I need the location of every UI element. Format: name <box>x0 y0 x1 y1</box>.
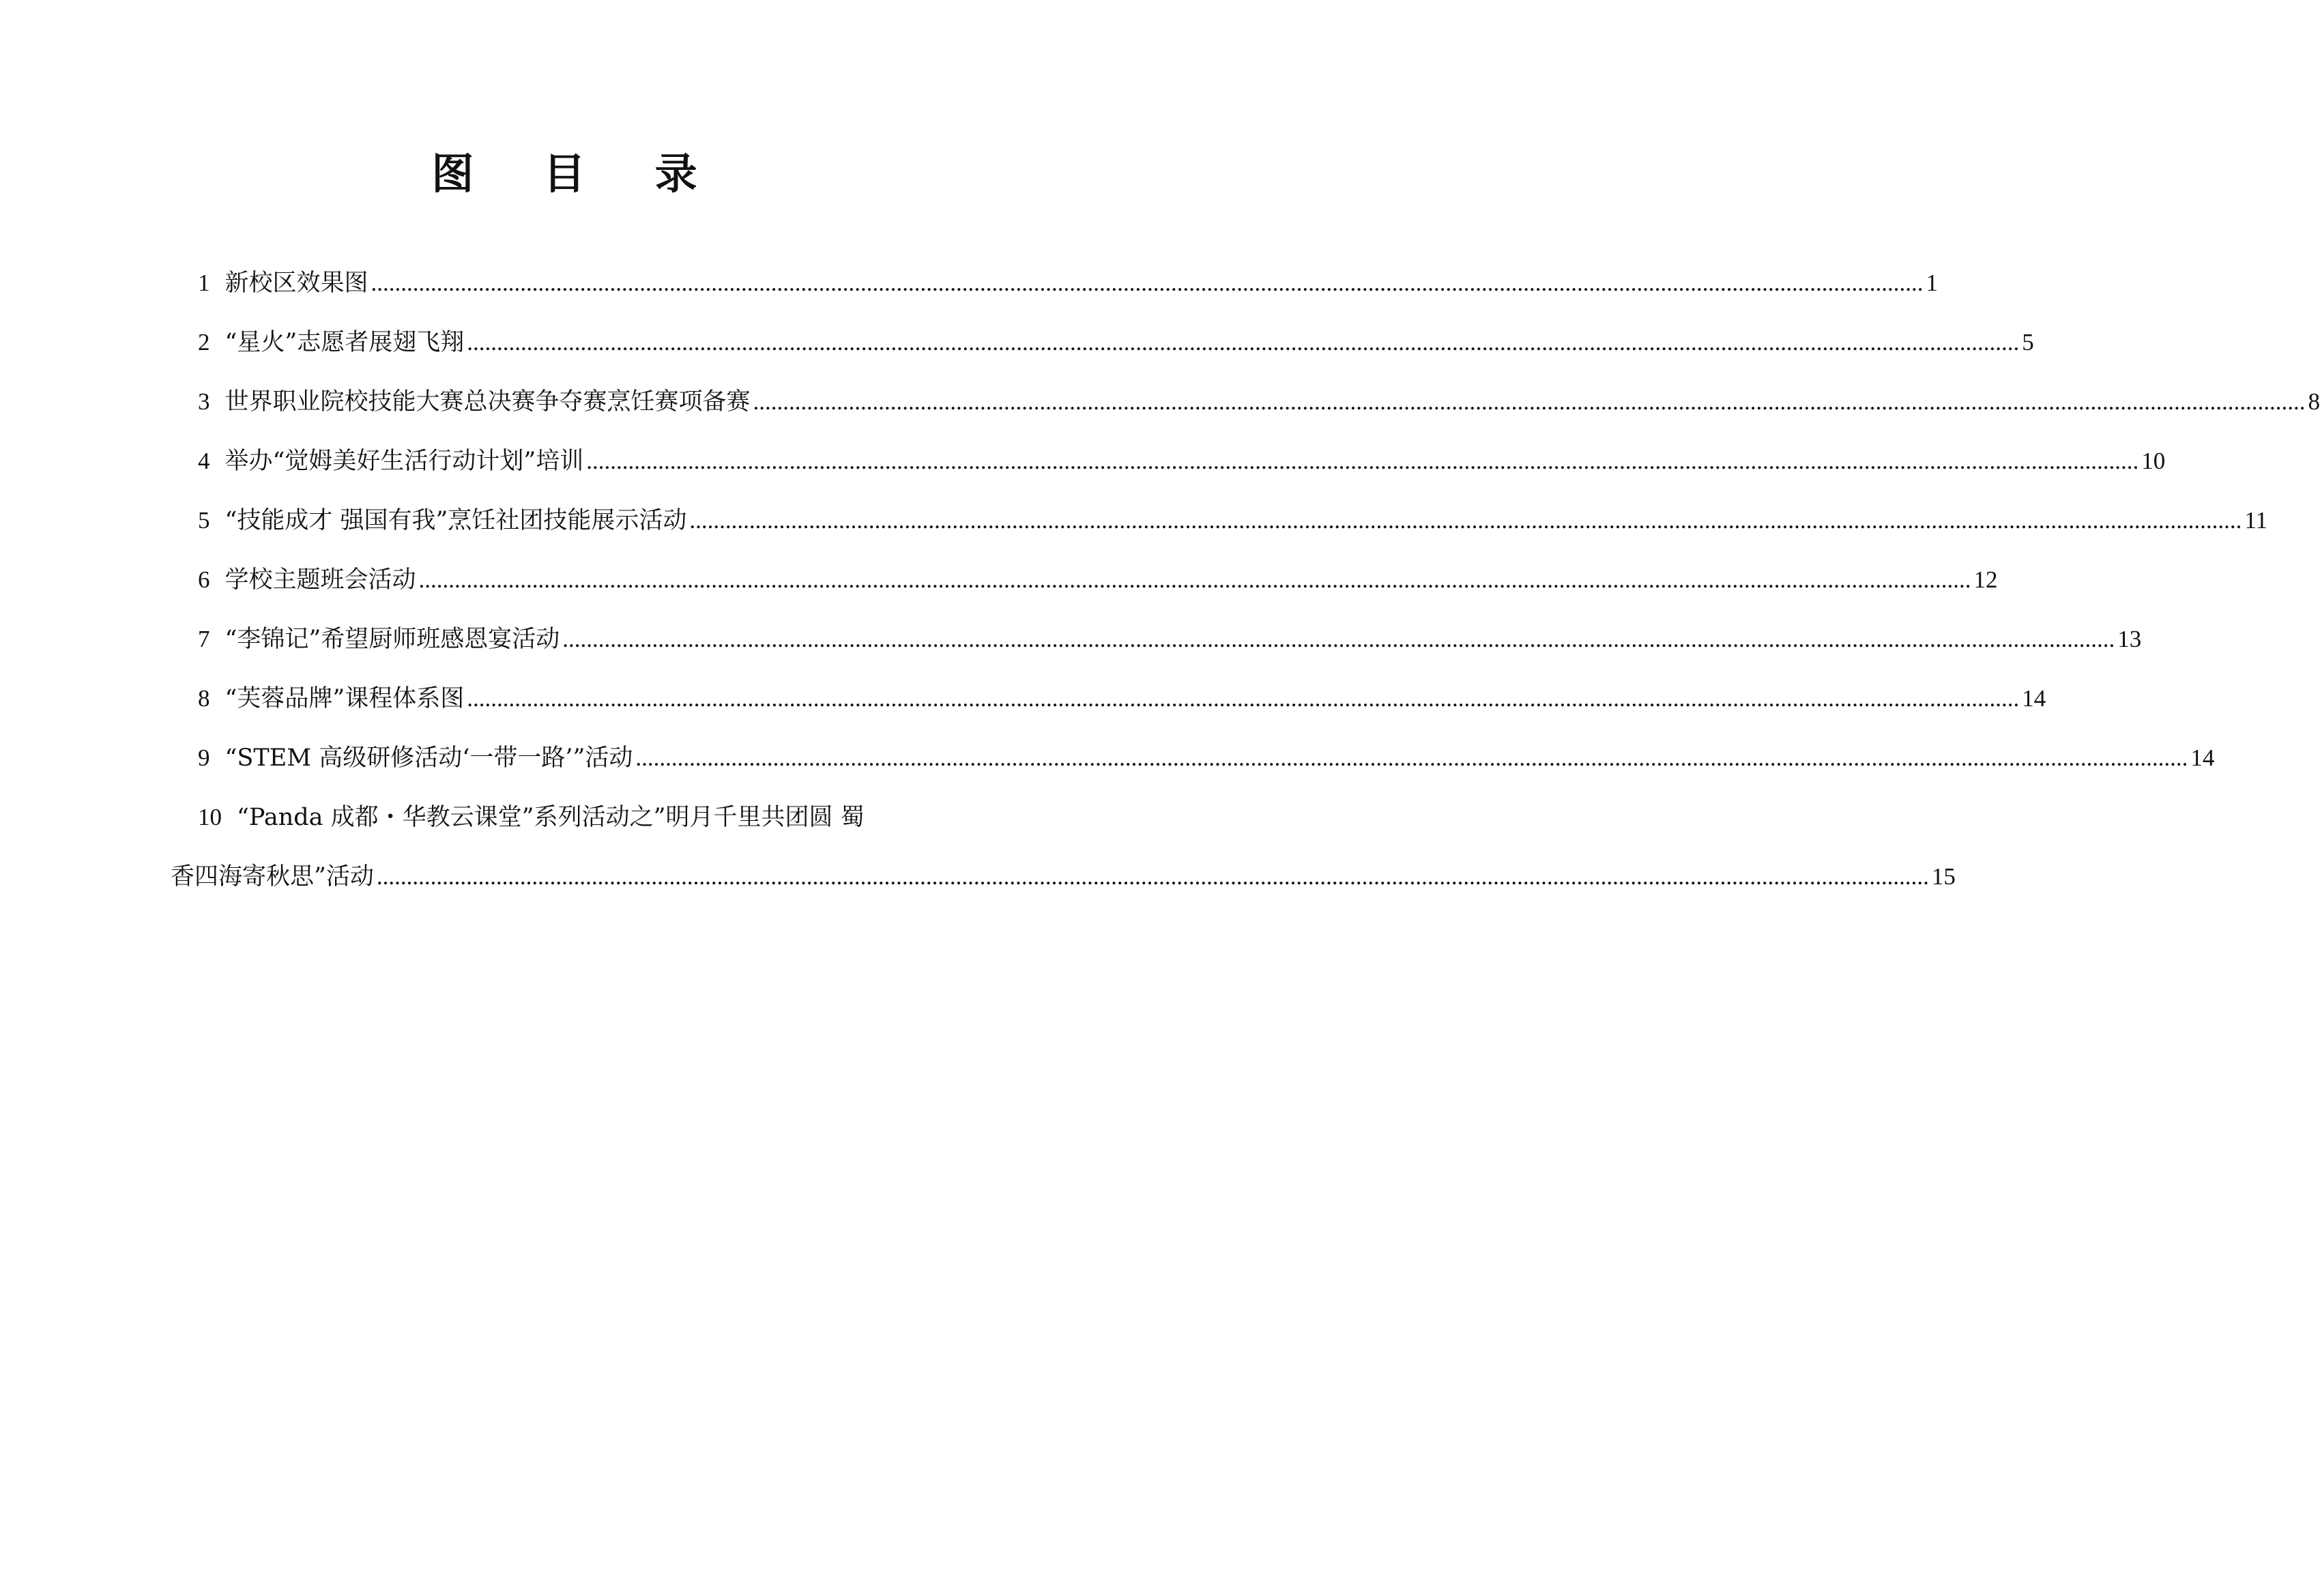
entry-number: 7 <box>198 626 210 652</box>
list-item[interactable] <box>198 504 2268 563</box>
dot-leader <box>377 860 1929 894</box>
entry-title: “芙蓉品牌”课程体系图 <box>224 685 465 712</box>
entry-title: 举办“觉姆美好生活行动计划”培训 <box>224 448 584 475</box>
dot-leader <box>467 682 2019 716</box>
entry-number: 2 <box>198 329 210 356</box>
entry-number: 10 <box>198 804 222 830</box>
dot-leader <box>753 385 2306 419</box>
entry-page-number: 8 <box>2308 388 2320 415</box>
dot-leader <box>586 444 2138 478</box>
list-item[interactable] <box>198 741 2215 800</box>
list-item[interactable] <box>198 800 935 860</box>
dot-leader <box>689 504 2242 538</box>
dot-leader <box>467 325 2019 360</box>
entry-number: 9 <box>198 744 210 771</box>
list-item[interactable] <box>198 682 2046 741</box>
entry-number: 4 <box>198 448 210 474</box>
entry-number: 8 <box>198 685 210 712</box>
entry-number: 5 <box>198 507 210 534</box>
list-item-continuation[interactable] <box>171 860 1956 919</box>
entry-page-number: 14 <box>2022 685 2046 712</box>
list-item[interactable] <box>198 325 2034 385</box>
entry-number: 6 <box>198 566 210 593</box>
page-title: 图 目 录 <box>431 149 725 199</box>
entry-page-number: 11 <box>2244 507 2268 534</box>
entry-title: 新校区效果图 <box>224 270 368 297</box>
dot-leader <box>371 266 1924 300</box>
figure-list <box>171 266 2320 919</box>
entry-page-number: 15 <box>1931 863 1956 890</box>
list-item[interactable] <box>198 385 2320 444</box>
dot-leader <box>635 741 2188 775</box>
entry-page-number: 10 <box>2141 448 2166 474</box>
entry-title: “李锦记”希望厨师班感恩宴活动 <box>224 626 560 653</box>
entry-title-line2: 香四海寄秋思”活动 <box>171 863 374 890</box>
entry-title-line1: “Panda 成都・华教云课堂”系列活动之”明月千里共团圆 蜀 <box>237 804 865 831</box>
entry-title: 世界职业院校技能大赛总决赛争夺赛烹饪赛项备赛 <box>224 388 751 416</box>
list-item[interactable] <box>198 266 1939 325</box>
entry-number: 1 <box>198 270 210 296</box>
entry-title: “STEM 高级研修活动‘一带一路’”活动 <box>224 744 633 772</box>
entry-page-number: 1 <box>1926 270 1939 296</box>
entry-page-number: 13 <box>2117 626 2142 652</box>
entry-number: 3 <box>198 388 210 415</box>
entry-page-number: 12 <box>1973 566 1998 593</box>
entry-page-number: 5 <box>2022 329 2034 356</box>
entry-title: “技能成才 强国有我”烹饪社团技能展示活动 <box>224 507 687 534</box>
entry-title: “星火”志愿者展翅飞翔 <box>224 329 465 356</box>
dot-leader <box>419 563 1971 597</box>
dot-leader <box>562 622 2115 656</box>
list-item[interactable] <box>198 563 1998 622</box>
entry-page-number: 14 <box>2190 744 2215 771</box>
list-item[interactable] <box>198 622 2142 682</box>
entry-title: 学校主题班会活动 <box>224 566 416 594</box>
list-item[interactable] <box>198 444 2166 504</box>
